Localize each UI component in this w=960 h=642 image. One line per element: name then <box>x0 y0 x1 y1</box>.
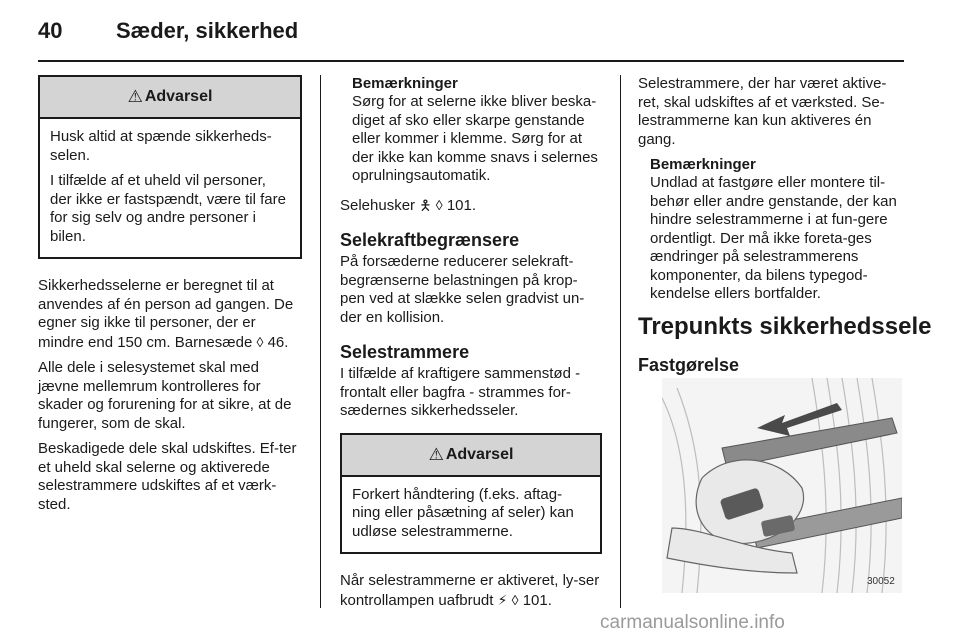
warning-triangle-icon: ⚠ <box>127 87 143 106</box>
note-title: Bemærkninger <box>352 75 458 92</box>
note-text: Sørg for at selerne ikke bliver beska-diget af sko eller skarpe genstande eller kommer i klemme. Sørg for at der ikke kan komme snavs i selernes oprulningsautomatik. <box>352 93 598 184</box>
page-ref[interactable]: 101. <box>522 591 552 609</box>
page-ref-icon: ◊ <box>511 591 519 608</box>
column-divider <box>320 75 321 608</box>
pretensioner-lamp-icon: ⚡ <box>497 591 508 608</box>
page-ref-icon: ◊ <box>435 196 443 213</box>
seatbelt-fastening-illustration <box>662 378 902 593</box>
note-block <box>340 75 602 186</box>
page-ref[interactable]: 101. <box>446 196 477 214</box>
warning-header <box>40 77 300 119</box>
page-ref-icon: ◊ <box>256 333 264 350</box>
warning-box <box>340 433 602 555</box>
warning-body <box>342 477 600 553</box>
header-rule <box>38 60 904 62</box>
body-paragraph: Beskadigede dele skal udskiftes. Ef-ter et uheld skal selerne og aktiverede selestrammere udskiftes af et værk-sted. <box>38 440 297 513</box>
warning-text: I tilfælde af et uheld vil personer, der ikke er fastspændt, være til fare for sig selv og andre personer i bilen. <box>50 172 286 245</box>
column-3 <box>638 75 932 386</box>
section-title: Trepunkts sikkerhedssele <box>638 312 932 340</box>
section-heading: Selestrammere <box>340 342 470 362</box>
warning-body <box>40 119 300 257</box>
note-title: Bemærkninger <box>650 156 756 173</box>
warning-text: Husk altid at spænde sikkerheds-selen. <box>50 128 272 164</box>
warning-title: Advarsel <box>144 88 213 105</box>
warning-triangle-icon: ⚠ <box>428 444 444 464</box>
seatbelt-reminder-icon: 🯅 <box>419 196 432 213</box>
note-text: Undlad at fastgøre eller montere til-behør eller andre genstande, der kan hindre selestrammerne i at fun-gere ordentligt. Der må ikke foreta-ges ændringer på selestrammerens komponenter, da bilens typegod-kendelse ellers bortfalder. <box>650 174 897 302</box>
warning-text: Forkert håndtering (f.eks. aftag-ning eller påsætning af seler) kan udløse selestrammerne. <box>352 485 574 540</box>
warning-box <box>38 75 302 259</box>
body-paragraph: Selestrammere, der har været aktive-ret, skal udskiftes af et værksted. Se-lestrammerne kan kun aktiveres én gang. <box>638 75 887 148</box>
body-paragraph: På forsæderne reducerer selekraft-begrænserne belastningen på krop-pen ved at slække selen gradvist un-der en kollision. <box>340 253 585 326</box>
page-ref[interactable]: 46. <box>267 333 289 351</box>
column-1 <box>38 75 302 521</box>
column-divider <box>620 75 621 608</box>
body-paragraph: Sikkerhedsselerne er beregnet til at anvendes af én person ad gangen. De egner sig ikke til personer, der er mindre end 150 cm. Barnesæde ◊ 46. <box>38 277 294 351</box>
column-2 <box>340 75 602 617</box>
note-block <box>638 156 903 304</box>
warning-title: Advarsel <box>445 445 514 463</box>
body-paragraph: I tilfælde af kraftigere sammenstød - frontalt eller bagfra - strammes for-sædernes sikkerhedsseler. <box>340 365 581 419</box>
section-heading: Selekraftbegrænsere <box>340 230 520 250</box>
chapter-title: Sæder, sikkerhed <box>116 18 299 43</box>
page-number: 40 <box>38 18 63 43</box>
body-paragraph: Alle dele i selesystemet skal med jævne mellemrum kontrolleres for skader og forurening for at sikre, at de fungerer, som de skal. <box>38 359 292 432</box>
watermark: carmanualsonline.info <box>600 612 785 633</box>
subsection-heading: Fastgørelse <box>638 354 740 375</box>
reminder-line: Selehusker 🯅 ◊ 101. <box>340 196 477 214</box>
image-code: 30052 <box>867 576 895 587</box>
warning-header <box>342 435 600 477</box>
body-paragraph: Når selestrammerne er aktiveret, ly-ser kontrollampen uafbrudt ⚡ ◊ 101. <box>340 572 600 609</box>
